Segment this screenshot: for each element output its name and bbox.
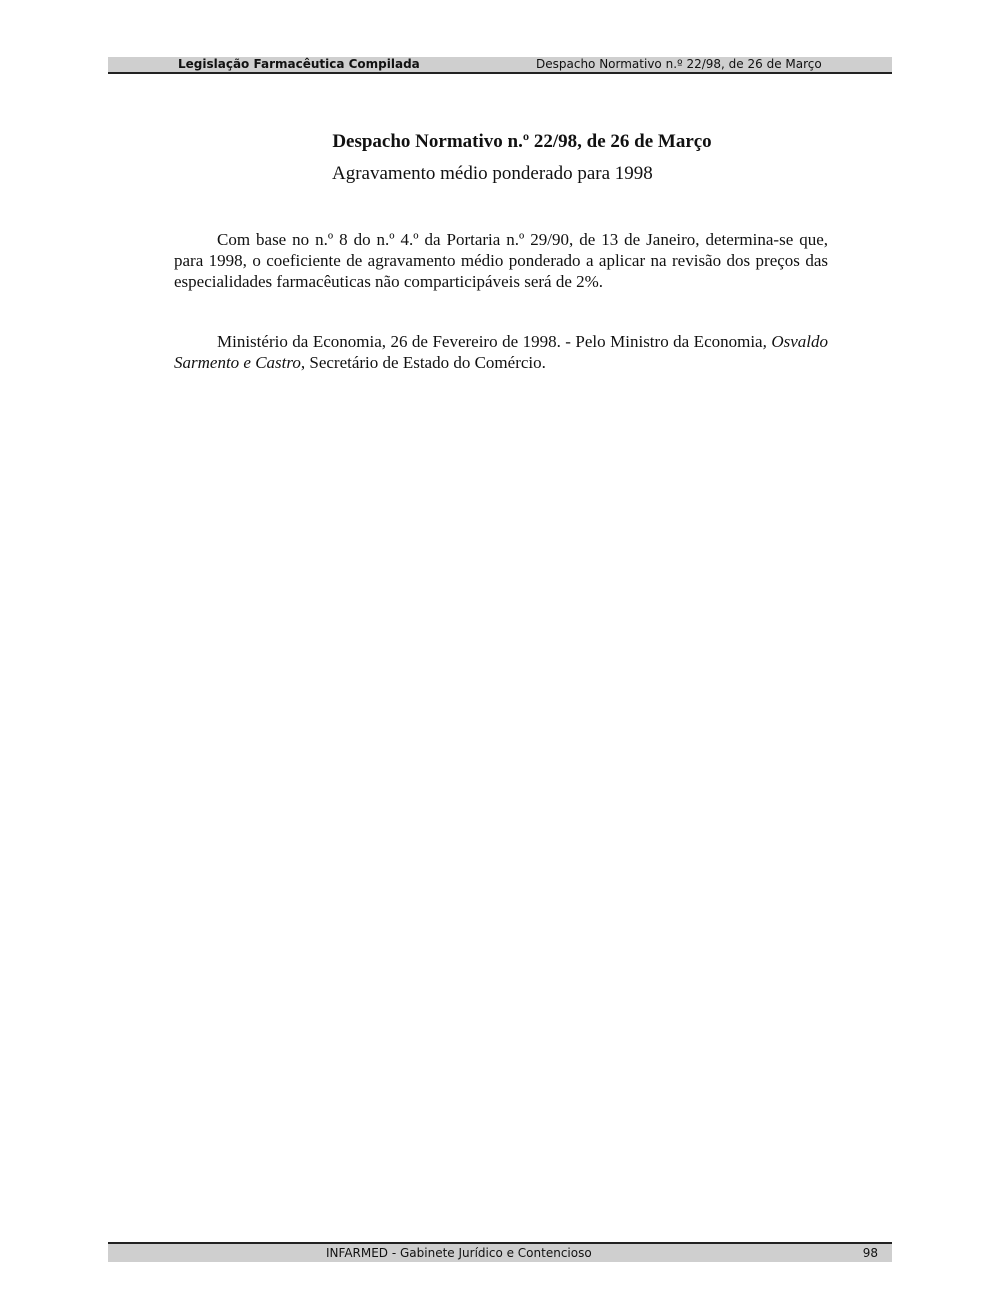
header-publication-title: Legislação Farmacêutica Compilada [178, 57, 420, 71]
page-number: 98 [862, 1246, 878, 1260]
signatory-name: Osvaldo Sarmento e Castro [174, 332, 829, 372]
page-header [108, 57, 892, 74]
closing-paragraph [174, 331, 828, 373]
document-title: Despacho Normativo n.º 22/98, de 26 de Março [332, 131, 712, 152]
document-subtitle: Agravamento médio ponderado para 1998 [332, 163, 653, 184]
body-paragraph: Com base no n.º 8 do n.º 4.º da Portaria n.º 29/90, de 13 de Janeiro, determina-se que, para 1998, o coeficiente de agravamento médio ponderado a aplicar na revisão dos preços das especialidades farmacêuticas não comparticipáveis será de 2%. [174, 230, 828, 291]
closing-text: Ministério da Economia, 26 de Fevereiro de 1998. - Pelo Ministro da Economia [217, 332, 763, 351]
page-footer [108, 1242, 892, 1262]
closing-comma: , [762, 332, 767, 351]
signatory-title: , Secretário de Estado do Comércio. [300, 353, 546, 372]
footer-organization: INFARMED - Gabinete Jurídico e Contencioso [326, 1246, 592, 1260]
header-document-reference: Despacho Normativo n.º 22/98, de 26 de Março [536, 57, 822, 71]
